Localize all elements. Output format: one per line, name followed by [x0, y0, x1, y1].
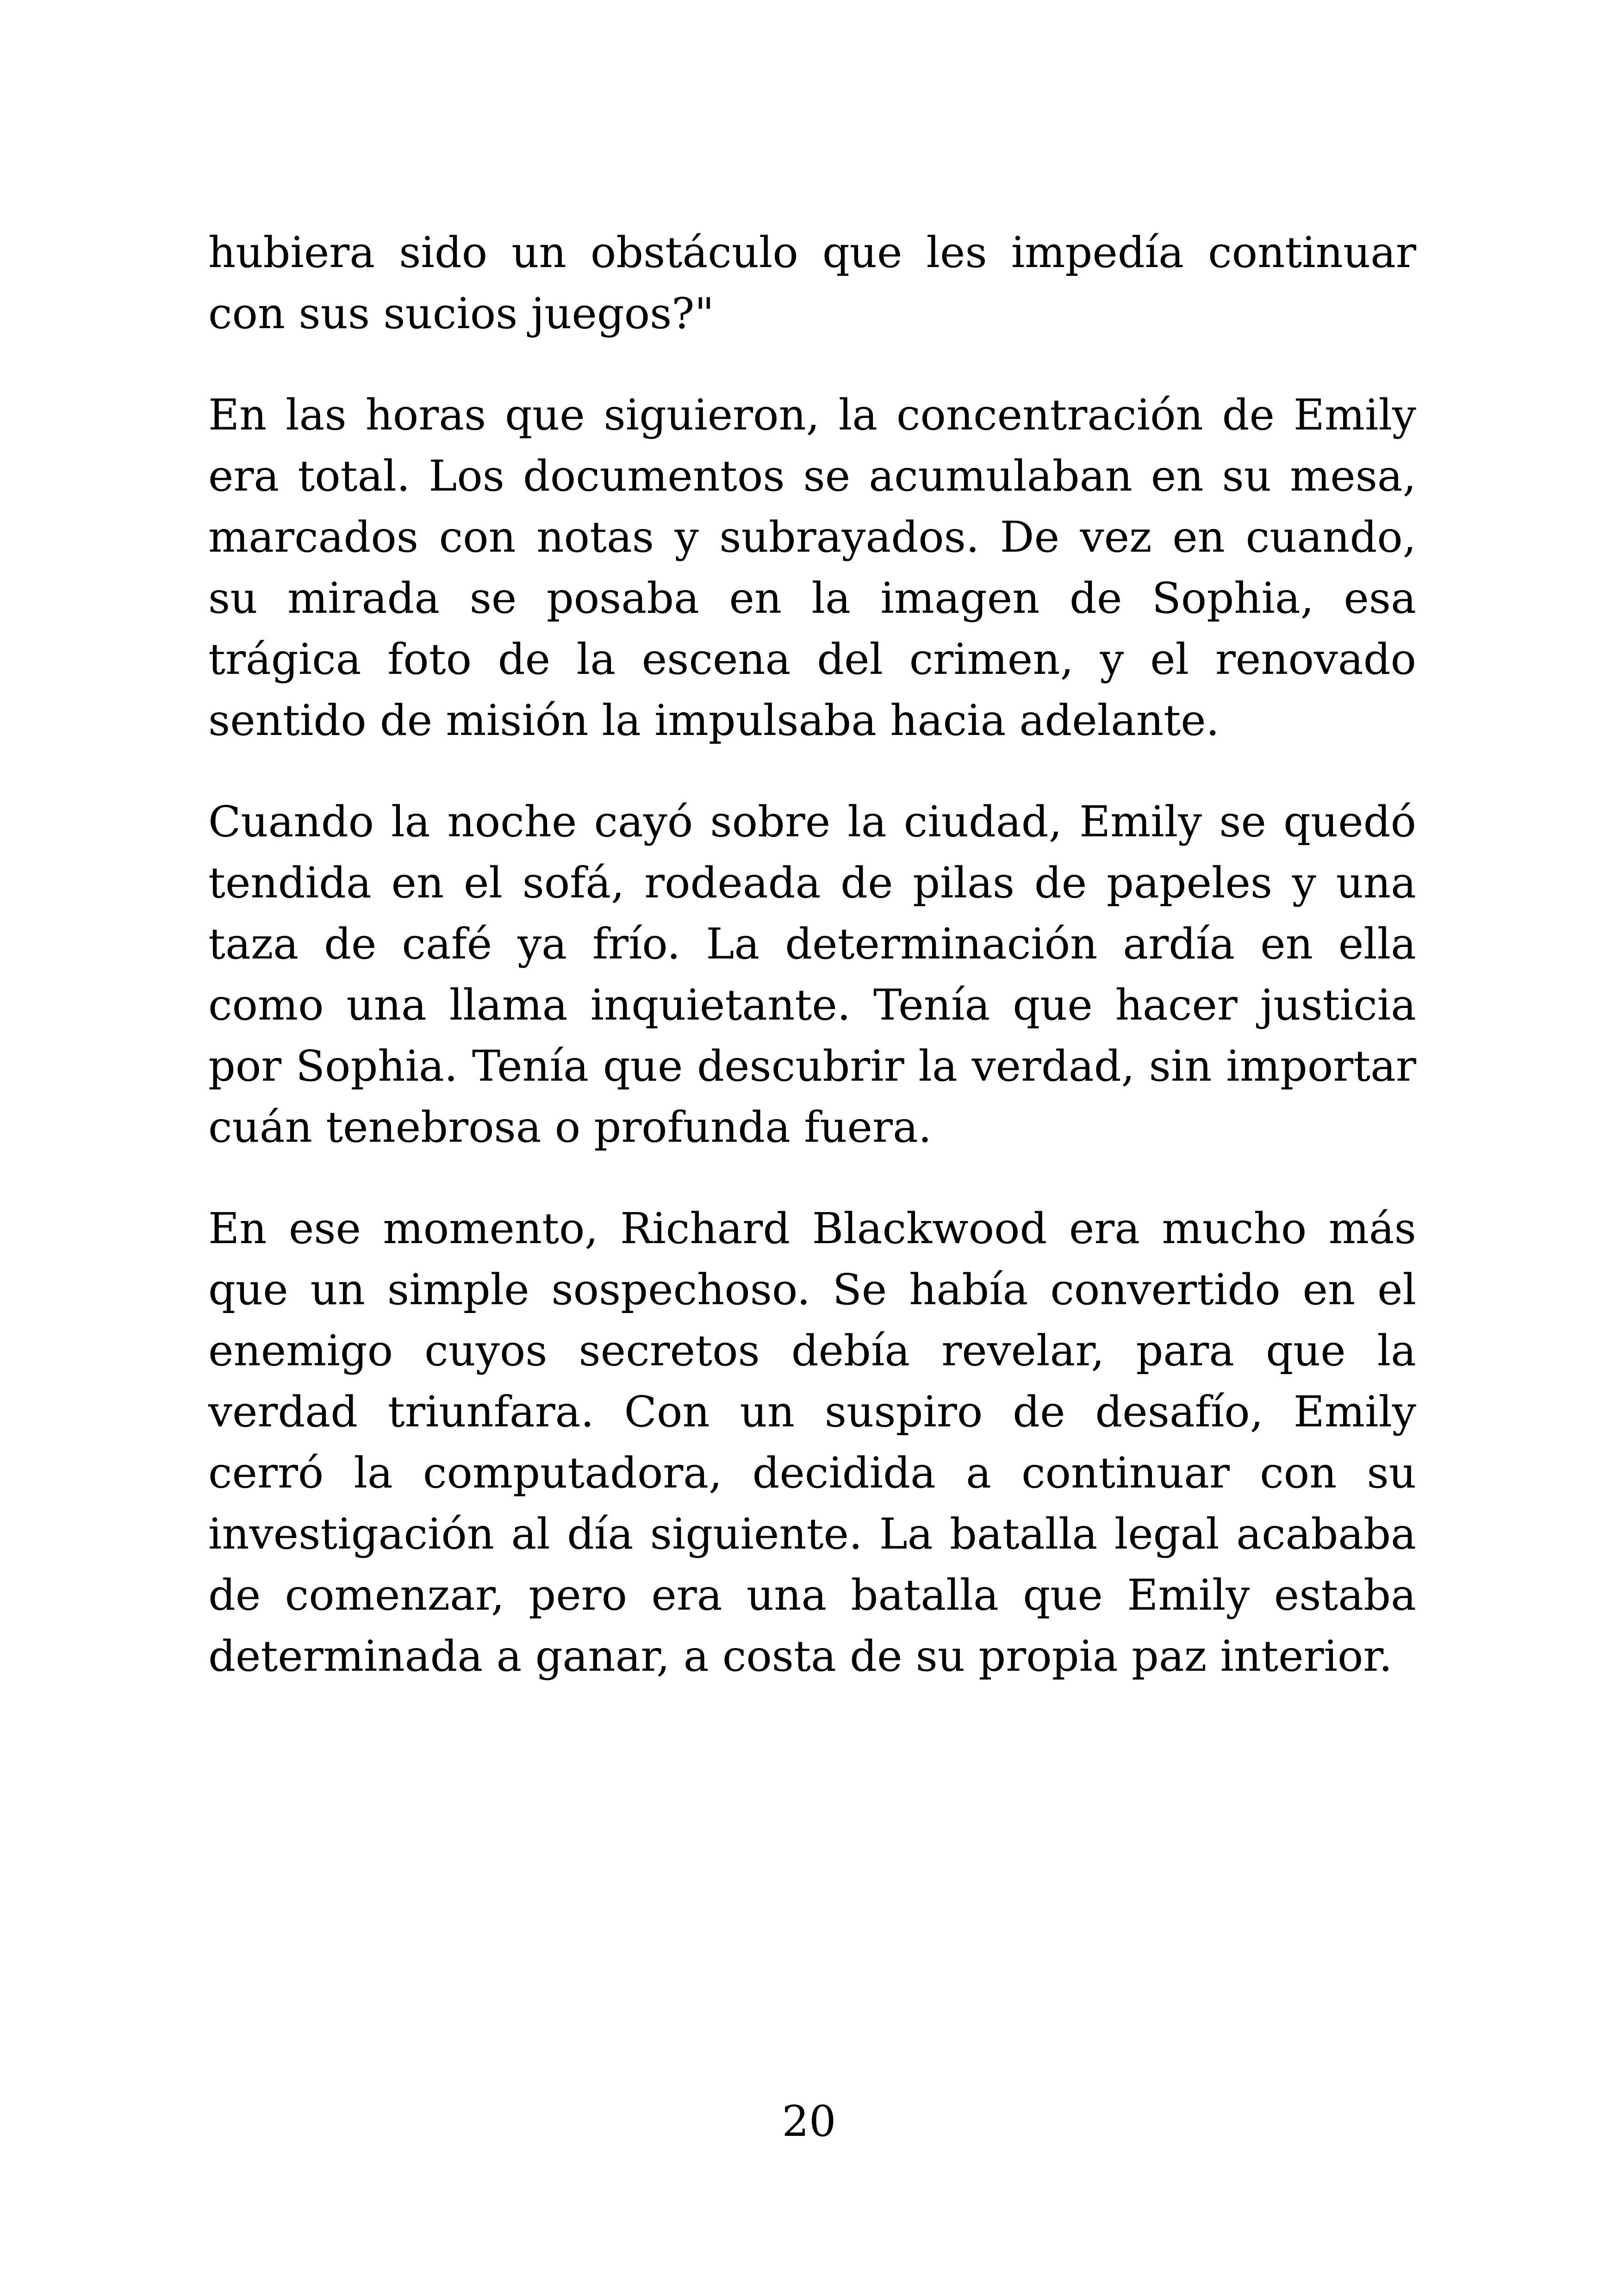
paragraph-4: En ese momento, Richard Blackwood era mucho más que un simple sospechoso. Se había convertido en el enemigo cuyos secretos debía revelar, para que la verdad triunfara. Con un suspiro de desafío, Emily cerró la computadora, decidida a continuar con su investigación al día siguiente. La batalla legal acababa de comenzar, pero era una batalla que Emily estaba determinada a ganar, a costa de su propia paz interior. — [208, 1204, 1416, 1681]
paragraph-2: En las horas que siguieron, la concentración de Emily era total. Los documentos se acumulaban en su mesa, marcados con notas y subrayados. De vez en cuando, su mirada se posaba en la imagen de Sophia, esa trágica foto de la escena del crimen, y el renovado sentido de misión la impulsaba hacia adelante. — [208, 390, 1416, 745]
paragraph-1: hubiera sido un obstáculo que les impedía continuar con sus sucios juegos?" — [208, 228, 1416, 338]
page-number: 20 — [782, 2097, 836, 2146]
body-text — [208, 222, 1416, 1687]
paragraph-3: Cuando la noche cayó sobre la ciudad, Emily se quedó tendida en el sofá, rodeada de pilas de papeles y una taza de café ya frío. La determinación ardía en ella como una llama inquietante. Tenía que hacer justicia por Sophia. Tenía que descubrir la verdad, sin importar cuán tenebrosa o profunda fuera. — [208, 797, 1416, 1152]
